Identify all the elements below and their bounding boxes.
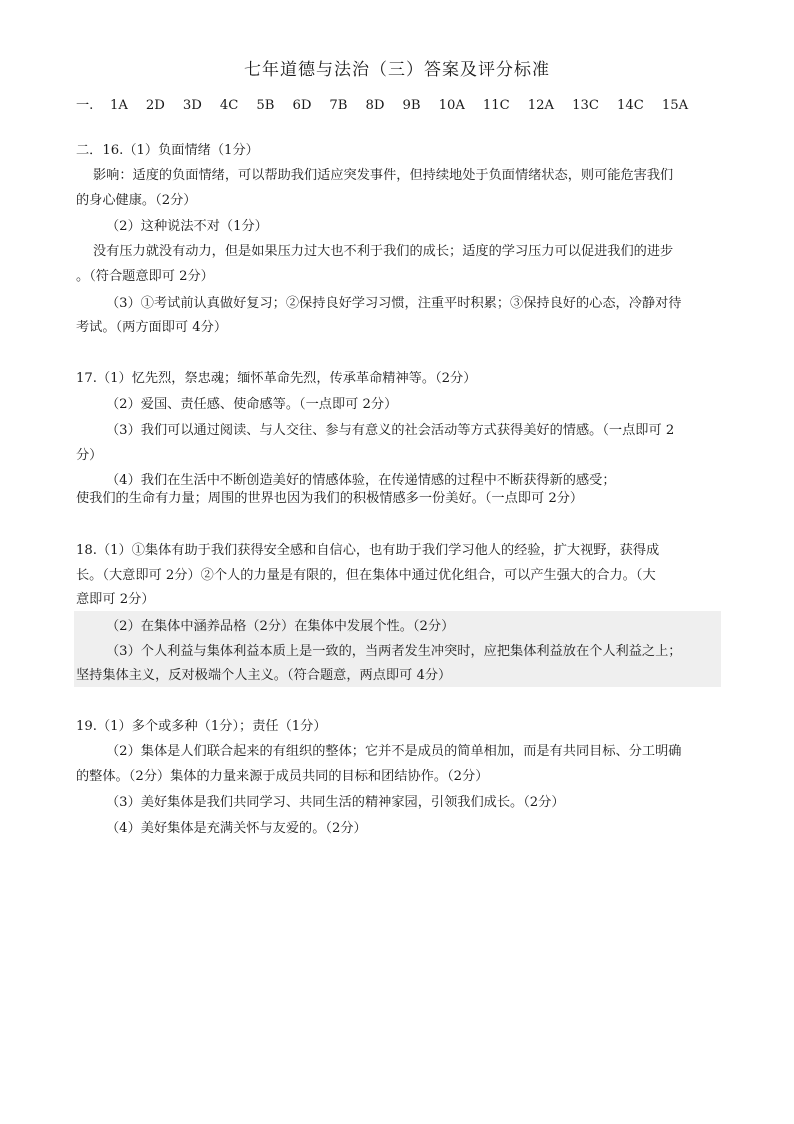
- mc-answer: 12A: [527, 98, 555, 113]
- q19-part4: （4）美好集体是充满关怀与友爱的。（2分）: [106, 821, 367, 836]
- q19-part3: （3）美好集体是我们共同学习、共同生活的精神家园，引领我们成长。（2分）: [106, 795, 565, 810]
- multiple-choice-answers: [76, 96, 706, 116]
- q16-impact-line2: 的身心健康。（2分）: [76, 193, 197, 208]
- q16-part1: 二．16.（1）负面情绪（1分）: [76, 143, 259, 158]
- q16-part2-line2: 。（符合题意即可 2分）: [76, 269, 214, 284]
- mc-answer: 9B: [402, 98, 421, 113]
- mc-answer: 8D: [365, 98, 385, 113]
- q16-part3-line2: 考试。（两方面即可 4分）: [76, 320, 228, 335]
- q19-part1: 19.（1）多个或多种（1分）；责任（1分）: [76, 719, 327, 734]
- mc-answer: 3D: [182, 98, 202, 113]
- q18-part1-line3: 意即可 2分）: [76, 592, 155, 607]
- q18-part2: （2）在集体中涵养品格（2分）在集体中发展个性。（2分）: [106, 619, 455, 634]
- q16-part2: （2）这种说法不对（1分）: [106, 219, 268, 234]
- page-title: 七年道德与法治（三）答案及评分标准: [244, 60, 550, 80]
- q17-part3-line2: 分）: [76, 448, 103, 463]
- mc-answer: 11C: [482, 98, 510, 113]
- mc-answer: 14C: [616, 98, 644, 113]
- mc-answer: 1A: [110, 98, 128, 113]
- q19-part2-line2: 的整体。（2分）集体的力量来源于成员共同的目标和团结协作。（2分）: [76, 769, 489, 784]
- mc-answer: 5B: [256, 98, 275, 113]
- mc-answer: 6D: [292, 98, 312, 113]
- mc-answer: 2D: [145, 98, 165, 113]
- q17-part4-line1: （4）我们在生活中不断创造美好的情感体验，在传递情感的过程中不断获得新的感受；: [106, 473, 616, 488]
- q19-part2-line1: （2）集体是人们联合起来的有组织的整体；它并不是成员的简单相加，而是有共同目标、分工明确: [106, 744, 682, 759]
- mc-answer: 7B: [329, 98, 348, 113]
- q16-part2-line1: 没有压力就没有动力，但是如果压力过大也不利于我们的成长；适度的学习压力可以促进我们的进步: [93, 244, 674, 259]
- q17-part1: 17.（1）忆先烈，祭忠魂；缅怀革命先烈，传承革命精神等。（2分）: [76, 371, 477, 386]
- q17-part3-line1: （3）我们可以通过阅读、与人交往、参与有意义的社会活动等方式获得美好的情感。（一点即可 2: [106, 423, 675, 438]
- mc-answer: 15A: [661, 98, 689, 113]
- mc-answer: 13C: [572, 98, 599, 113]
- mc-answer: 10A: [438, 98, 465, 113]
- q18-part1-line1: 18.（1）①集体有助于我们获得安全感和自信心，也有助于我们学习他人的经验，扩大视野，获得成: [76, 543, 660, 558]
- q18-part3-line2: 坚持集体主义，反对极端个人主义。（符合题意，两点即可 4分）: [76, 668, 452, 683]
- q18-part1-line2: 长。（大意即可 2分）②个人的力量是有限的，但在集体中通过优化组合，可以产生强大的合力。（大: [76, 568, 656, 583]
- q17-part2: （2）爱国、责任感、使命感等。（一点即可 2分）: [106, 397, 398, 412]
- q16-impact-line1: 影响：适度的负面情绪，可以帮助我们适应突发事件，但持续地处于负面情绪状态，则可能危害我们: [93, 168, 674, 183]
- q18-part3-line1: （3）个人利益与集体利益本质上是一致的，当两者发生冲突时，应把集体利益放在个人利益之上；: [106, 644, 682, 659]
- q16-part3-line1: （3）①考试前认真做好复习；②保持良好学习习惯，注重平时积累；③保持良好的心态，冷静对待: [106, 296, 682, 311]
- section-one-label: 一.: [76, 98, 94, 113]
- mc-answer: 4C: [219, 98, 239, 113]
- q17-part4-line2: 使我们的生命有力量；周围的世界也因为我们的积极情感多一份美好。（一点即可 2分）: [76, 491, 584, 506]
